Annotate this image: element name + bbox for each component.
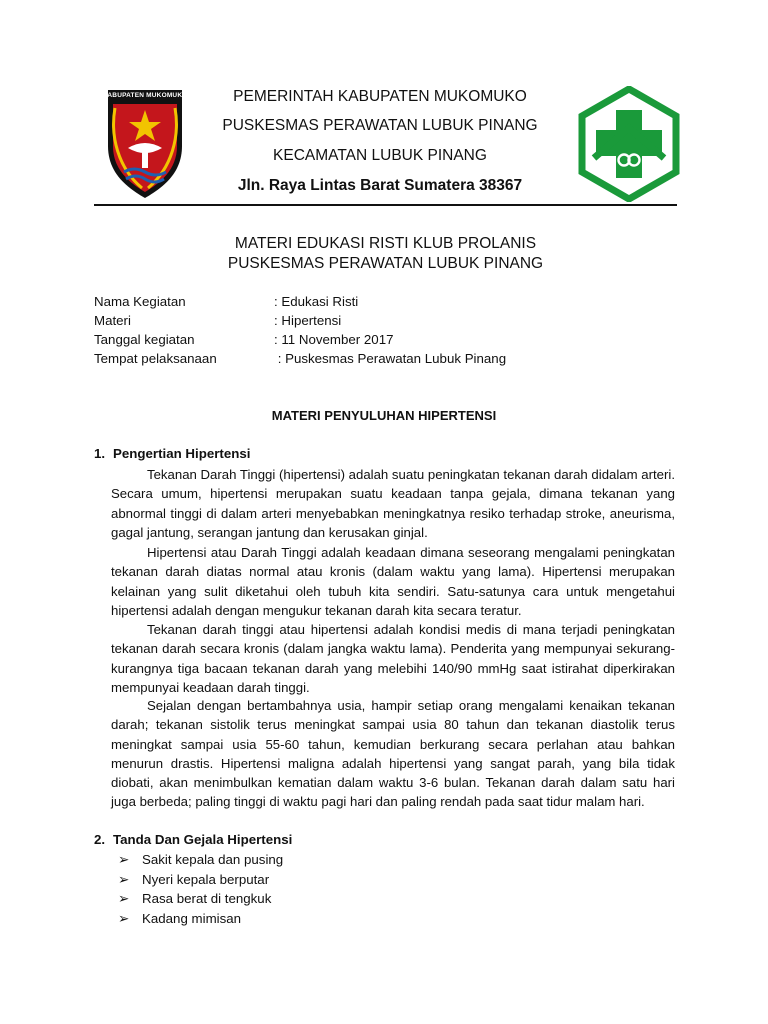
arrow-bullet-icon: ➢ [118,871,130,887]
info-label: Nama Kegiatan [94,294,186,309]
info-label: Tempat pelaksanaan [94,351,217,366]
list-item [118,909,283,929]
paragraph-text: Sejalan dengan bertambahnya usia, hampir setiap orang mengalami kenaikan tekanan darah; tekanan sistolik terus meningkat sampai usia 80 tahun dan tekanan diastolik terus meningkat sampai usia 55-60 tahun, kemudian berkurang secara perlahan atau bahkan menurun drastis. Hipertensi maligna adalah hipertensi yang sangat parah, yang bila tidak diobati, akan menimbulkan kematian dalam waktu 3-6 bulan. Tekanan darah dalam satu hari juga berbeda; paling tinggi di waktu pagi hari dan paling rendah pada saat tidur malam hari. [111,698,675,810]
letterhead-line-puskesmas: PUSKESMAS PERAWATAN LUBUK PINANG [222,117,538,134]
list-item [118,850,283,870]
kabupaten-mukomuko-emblem [102,88,188,200]
section-heading-definition [94,446,250,461]
letterhead-divider [94,204,677,206]
letterhead-line-government: PEMERINTAH KABUPATEN MUKOMUKO [233,88,527,105]
paragraph-text: Hipertensi atau Darah Tinggi adalah keadaan dimana seseorang mengalami peningkatan tekanan darah diatas normal atau kronis (dalam waktu yang lama). Hipertensi merupakan kelainan yang sulit diketahui oleh tubuh kita sendiri. Satu-satunya cara untuk mengetahui hipertensi adalah dengan mengukur tekanan darah kita secara teratur. [111,545,675,618]
letterhead-line-district: KECAMATAN LUBUK PINANG [273,147,487,164]
arrow-bullet-icon: ➢ [118,852,130,867]
paragraph [111,543,675,620]
paragraph-text: Tekanan darah tinggi atau hipertensi adalah kondisi medis di mana terjadi peningkatan tekanan darah secara kronis (dalam jangka waktu lama). Penderita yang mempunyai sekurang-kurangnya tiga bacaan tekanan darah yang melebihi 140/90 mmHg saat istirahat diperkirakan mempunyai keadaan darah tinggi. [111,622,675,695]
section-number: 2. [94,832,106,847]
letterhead-line-address: Jln. Raya Lintas Barat Sumatera 38367 [237,177,523,194]
list-item-text: Rasa berat di tengkuk [142,891,272,906]
section-heading-text: Tanda Dan Gejala Hipertensi [113,832,293,847]
section-heading-text: Pengertian Hipertensi [113,446,251,461]
puskesmas-logo [572,86,686,202]
list-item [118,889,283,909]
info-value: : Hipertensi [274,313,342,328]
paragraph [111,696,675,812]
list-item [118,870,283,890]
paragraph-text: Tekanan Darah Tinggi (hipertensi) adalah suatu peningkatan tekanan darah didalam arteri. Secara umum, hipertensi merupakan suatu keadaan tanpa gejala, dimana tekanan yang abnormal tinggi di dalam arteri menyebabkan meningkatnya resiko terhadap stroke, aneurisma, gagal jantung, serangan jantung dan kerusakan ginjal. [111,467,675,540]
emblem-caption: KABUPATEN MUKOMUKO [102,92,188,99]
paragraph [111,620,675,697]
list-item-text: Nyeri kepala berputar [142,871,270,887]
section-number: 1. [94,446,106,461]
info-value: : Edukasi Risti [274,294,359,309]
info-value: : Puskesmas Perawatan Lubuk Pinang [274,351,507,366]
list-item-text: Kadang mimisan [142,910,242,926]
info-label: Materi [94,313,131,328]
arrow-bullet-icon: ➢ [118,910,130,926]
paragraph [111,465,675,542]
section-heading-symptoms [94,832,292,847]
document-subtitle: PUSKESMAS PERAWATAN LUBUK PINANG [227,255,544,272]
symptom-list [118,850,283,928]
arrow-bullet-icon: ➢ [118,891,130,906]
list-item-text: Sakit kepala dan pusing [142,852,284,867]
document-title: MATERI EDUKASI RISTI KLUB PROLANIS [234,235,537,252]
info-value: : 11 November 2017 [274,332,394,347]
info-label: Tanggal kegiatan [94,332,195,347]
section-title: MATERI PENYULUHAN HIPERTENSI [271,408,497,423]
